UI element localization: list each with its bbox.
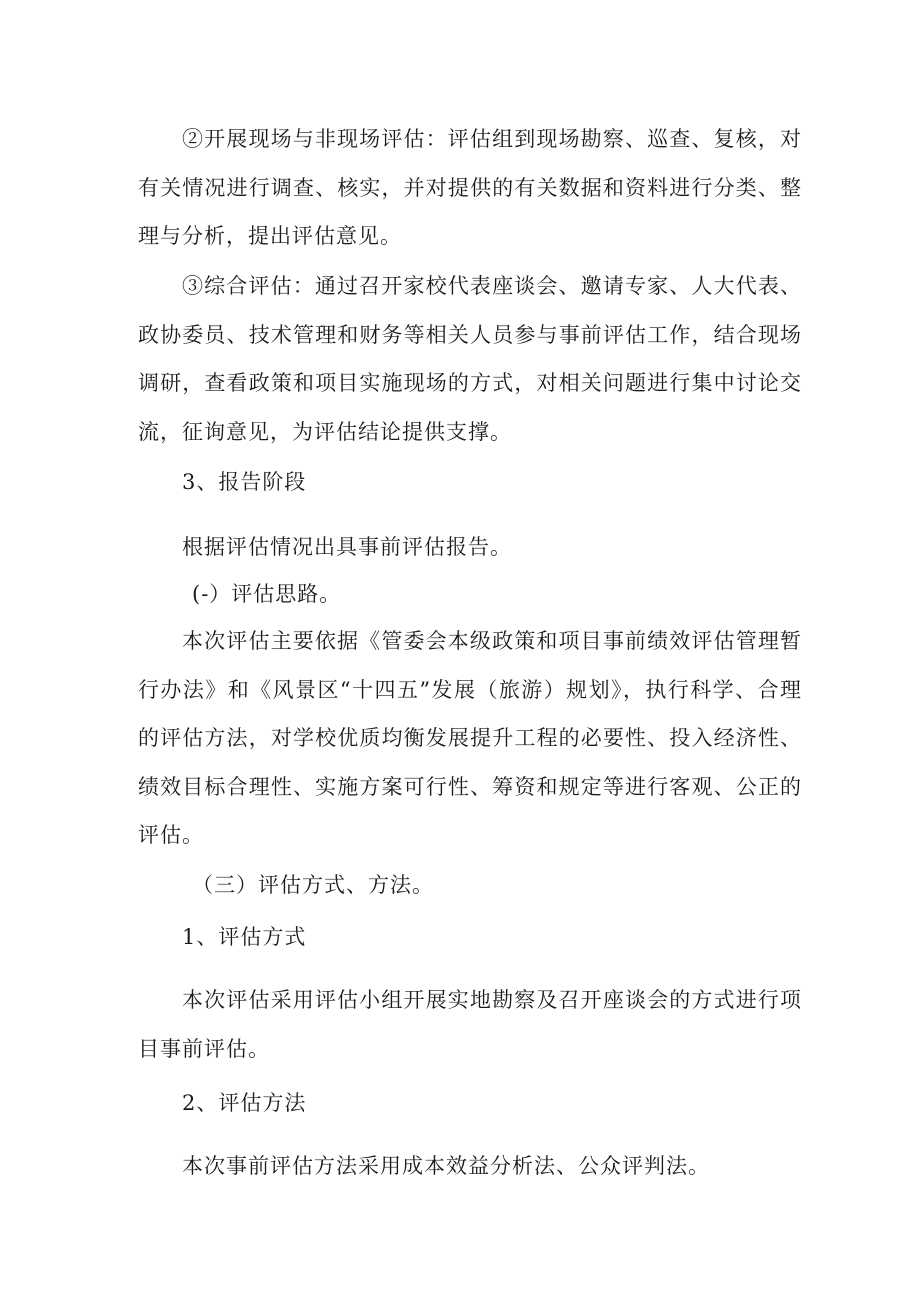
heading-assessment-methods: （三）评估方式、方法。 (192, 873, 434, 897)
paragraph-assessment-way: 本次评估采用评估小组开展实地勘察及召开座谈会的方式进行项目事前评估。 (138, 988, 802, 1061)
paragraph-report-issue: 根据评估情况出具事前评估报告。 (182, 535, 512, 559)
paragraph-onsite-assessment: ②开展现场与非现场评估：评估组到现场勘察、巡查、复核，对有关情况进行调查、核实，并对提供的有关数据和资料进行分类、整理与分析，提出评估意见。 (138, 127, 802, 248)
heading-report-stage: 3、报告阶段 (182, 470, 307, 494)
paragraph-comprehensive-assessment: ③综合评估：通过召开家校代表座谈会、邀请专家、人大代表、政协委员、技术管理和财务等相关人员参与事前评估工作，结合现场调研，查看政策和项目实施现场的方式，对相关问题进行集中讨论交流，征询意见，为评估结论提供支撑。 (138, 274, 802, 444)
paragraph-assessment-basis: 本次评估主要依据《管委会本级政策和项目事前绩效评估管理暂行办法》和《风景区“十四五”发展（旅游）规划》，执行科学、合理的评估方法，对学校优质均衡发展提升工程的必要性、投入经济性、绩效目标合理性、实施方案可行性、筹资和规定等进行客观、公正的评估。 (138, 629, 802, 847)
paragraph-assessment-method: 本次事前评估方法采用成本效益分析法、公众评判法。 (182, 1154, 710, 1178)
heading-assessment-way: 1、评估方式 (182, 925, 307, 949)
heading-assessment-thinking: (-）评估思路。 (192, 582, 342, 606)
heading-assessment-method: 2、评估方法 (182, 1091, 307, 1115)
